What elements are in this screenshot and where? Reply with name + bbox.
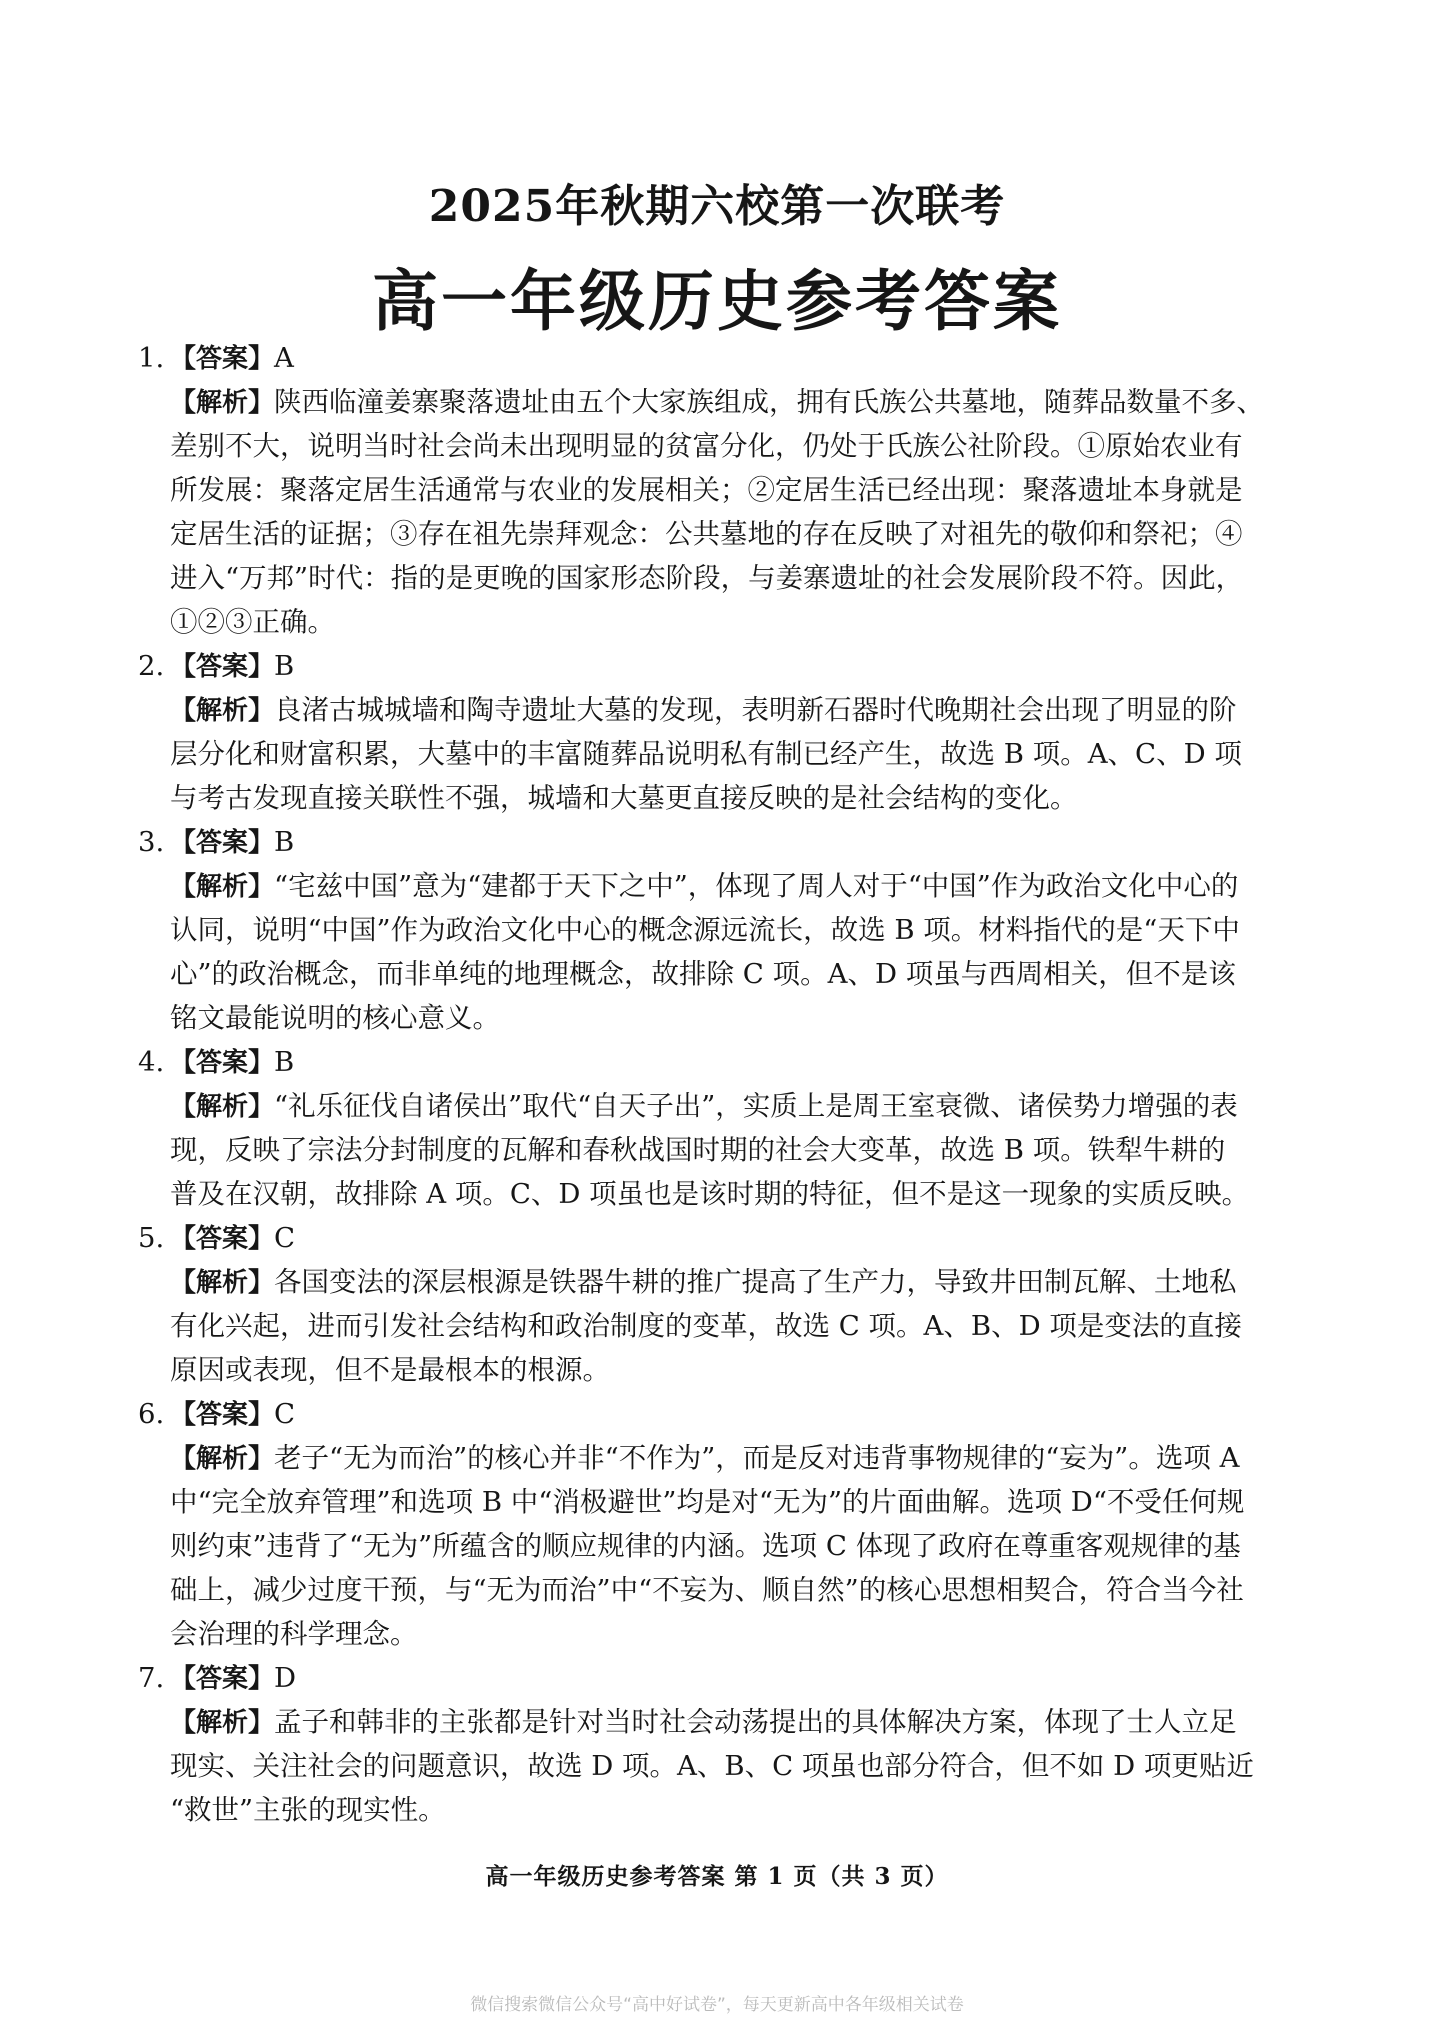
analysis-line-text: 与考古发现直接关联性不强，城墙和大墓更直接反映的是社会结构的变化。 <box>170 782 1078 814</box>
analysis-text <box>138 1700 1306 1832</box>
analysis-line <box>170 1612 1306 1656</box>
question-number: 3. <box>138 826 165 858</box>
analysis-line-text: “宅兹中国”意为“建都于天下之中”，体现了周人对于“中国”作为政治文化中心的 <box>274 870 1239 902</box>
answer-value: C <box>274 1222 296 1254</box>
analysis-line-text: 中“完全放弃管理”和选项 B 中“消极避世”均是对“无为”的片面曲解。选项 D“不受任何规 <box>170 1486 1245 1518</box>
answer-tag: 【答案】 <box>170 828 275 858</box>
analysis-tag: 【解析】 <box>170 872 275 902</box>
analysis-line <box>170 1480 1306 1524</box>
analysis-line <box>170 556 1306 600</box>
answer-item <box>138 820 1306 1040</box>
analysis-line-text: 现实、关注社会的问题意识，故选 D 项。A、B、C 项虽也部分符合，但不如 D 项更贴近 <box>170 1750 1254 1782</box>
analysis-line-text: 陕西临潼姜寨聚落遗址由五个大家族组成，拥有氏族公共墓地，随葬品数量不多、 <box>274 386 1265 418</box>
analysis-line <box>170 1084 1306 1128</box>
analysis-line-text: 认同，说明“中国”作为政治文化中心的概念源远流长，故选 B 项。材料指代的是“天下中 <box>170 914 1240 946</box>
answer-line <box>138 1392 1306 1436</box>
analysis-line-text: 各国变法的深层根源是铁器牛耕的推广提高了生产力，导致井田制瓦解、土地私 <box>274 1266 1237 1298</box>
analysis-line <box>170 688 1306 732</box>
answer-tag: 【答案】 <box>170 652 275 682</box>
analysis-line-text: “救世”主张的现实性。 <box>170 1794 446 1826</box>
answer-tag: 【答案】 <box>170 1048 275 1078</box>
analysis-text <box>138 688 1306 820</box>
answer-item <box>138 644 1306 820</box>
analysis-line <box>170 512 1306 556</box>
question-number: 6. <box>138 1398 165 1430</box>
analysis-line-text: 普及在汉朝，故排除 A 项。C、D 项虽也是该时期的特征，但不是这一现象的实质反映。 <box>170 1178 1250 1210</box>
answer-value: B <box>274 826 295 858</box>
analysis-line-text: ①②③正确。 <box>170 606 335 638</box>
analysis-line-text: 定居生活的证据；③存在祖先崇拜观念：公共墓地的存在反映了对祖先的敬仰和祭祀；④ <box>170 518 1243 550</box>
page-footer: 高一年级历史参考答案 第 1 页（共 3 页） <box>485 1863 949 1890</box>
analysis-line-text: 础上，减少过度干预，与“无为而治”中“不妄为、顺自然”的核心思想相契合，符合当今社 <box>170 1574 1244 1606</box>
answer-tag: 【答案】 <box>170 344 275 374</box>
analysis-line <box>170 1348 1306 1392</box>
analysis-line-text: 铭文最能说明的核心意义。 <box>170 1002 500 1034</box>
analysis-line-text: 所发展：聚落定居生活通常与农业的发展相关；②定居生活已经出现：聚落遗址本身就是 <box>170 474 1243 506</box>
answer-item <box>138 1392 1306 1656</box>
analysis-text <box>138 1436 1306 1656</box>
analysis-tag: 【解析】 <box>170 1268 275 1298</box>
answer-item <box>138 1040 1306 1216</box>
analysis-line <box>170 908 1306 952</box>
analysis-line <box>170 1128 1306 1172</box>
analysis-tag: 【解析】 <box>170 1708 275 1738</box>
analysis-line-text: 心”的政治概念，而非单纯的地理概念，故排除 C 项。A、D 项虽与西周相关，但不是该 <box>170 958 1236 990</box>
analysis-line-text: 有化兴起，进而引发社会结构和政治制度的变革，故选 C 项。A、B、D 项是变法的直接 <box>170 1310 1242 1342</box>
analysis-line <box>170 1788 1306 1832</box>
question-number: 1. <box>138 342 165 374</box>
question-number: 7. <box>138 1662 165 1694</box>
analysis-line <box>170 1304 1306 1348</box>
answer-line <box>138 644 1306 688</box>
analysis-text <box>138 380 1306 644</box>
analysis-text <box>138 1260 1306 1392</box>
analysis-line-text: 老子“无为而治”的核心并非“不作为”，而是反对违背事物规律的“妄为”。选项 A <box>274 1442 1240 1474</box>
question-number: 5. <box>138 1222 165 1254</box>
answer-item <box>138 1656 1306 1832</box>
analysis-line <box>170 776 1306 820</box>
exam-title: 2025年秋期六校第一次联考 <box>428 181 1006 232</box>
analysis-line <box>170 996 1306 1040</box>
answer-line <box>138 336 1306 380</box>
analysis-line <box>170 732 1306 776</box>
analysis-line-text: 层分化和财富积累，大墓中的丰富随葬品说明私有制已经产生，故选 B 项。A、C、D 项 <box>170 738 1242 770</box>
watermark-text: 微信搜索微信公众号“高中好试卷”，每天更新高中各年级相关试卷 <box>470 1995 964 2015</box>
answer-value: B <box>274 650 295 682</box>
question-number: 4. <box>138 1046 165 1078</box>
answer-line <box>138 820 1306 864</box>
analysis-line <box>170 1436 1306 1480</box>
analysis-tag: 【解析】 <box>170 1444 275 1474</box>
answer-tag: 【答案】 <box>170 1664 275 1694</box>
analysis-line <box>170 468 1306 512</box>
question-number: 2. <box>138 650 165 682</box>
answer-value: B <box>274 1046 295 1078</box>
answer-tag: 【答案】 <box>170 1224 275 1254</box>
answer-value: A <box>274 342 294 374</box>
analysis-tag: 【解析】 <box>170 388 275 418</box>
analysis-line-text: 良渚古城城墙和陶寺遗址大墓的发现，表明新石器时代晚期社会出现了明显的阶 <box>274 694 1237 726</box>
answer-item <box>138 1216 1306 1392</box>
analysis-tag: 【解析】 <box>170 696 275 726</box>
analysis-line-text: 会治理的科学理念。 <box>170 1618 418 1650</box>
analysis-line <box>170 1524 1306 1568</box>
analysis-line <box>170 1260 1306 1304</box>
answer-value: C <box>274 1398 296 1430</box>
analysis-line-text: 差别不大，说明当时社会尚未出现明显的贫富分化，仍处于氏族公社阶段。①原始农业有 <box>170 430 1243 462</box>
analysis-line <box>170 952 1306 996</box>
analysis-line <box>170 424 1306 468</box>
analysis-line <box>170 380 1306 424</box>
analysis-line-text: 则约束”违背了“无为”所蕴含的顺应规律的内涵。选项 C 体现了政府在尊重客观规律的基 <box>170 1530 1241 1562</box>
analysis-line-text: 进入“万邦”时代：指的是更晚的国家形态阶段，与姜寨遗址的社会发展阶段不符。因此， <box>170 562 1244 594</box>
answer-item <box>138 336 1306 644</box>
analysis-line <box>170 864 1306 908</box>
analysis-line-text: 现，反映了宗法分封制度的瓦解和春秋战国时期的社会大变革，故选 B 项。铁犁牛耕的 <box>170 1134 1226 1166</box>
analysis-line <box>170 600 1306 644</box>
analysis-tag: 【解析】 <box>170 1092 275 1122</box>
analysis-line-text: “礼乐征伐自诸侯出”取代“自天子出”，实质上是周王室衰微、诸侯势力增强的表 <box>274 1090 1238 1122</box>
answer-list <box>138 336 1306 1832</box>
analysis-line <box>170 1744 1306 1788</box>
answer-line <box>138 1216 1306 1260</box>
analysis-line <box>170 1172 1306 1216</box>
analysis-text <box>138 1084 1306 1216</box>
analysis-line-text: 孟子和韩非的主张都是针对当时社会动荡提出的具体解决方案，体现了士人立足 <box>274 1706 1237 1738</box>
answer-line <box>138 1040 1306 1084</box>
analysis-line-text: 原因或表现，但不是最根本的根源。 <box>170 1354 610 1386</box>
answer-line <box>138 1656 1306 1700</box>
analysis-line <box>170 1700 1306 1744</box>
answer-tag: 【答案】 <box>170 1400 275 1430</box>
analysis-text <box>138 864 1306 1040</box>
analysis-line <box>170 1568 1306 1612</box>
page-title: 高一年级历史参考答案 <box>372 263 1062 340</box>
answer-value: D <box>274 1662 297 1694</box>
